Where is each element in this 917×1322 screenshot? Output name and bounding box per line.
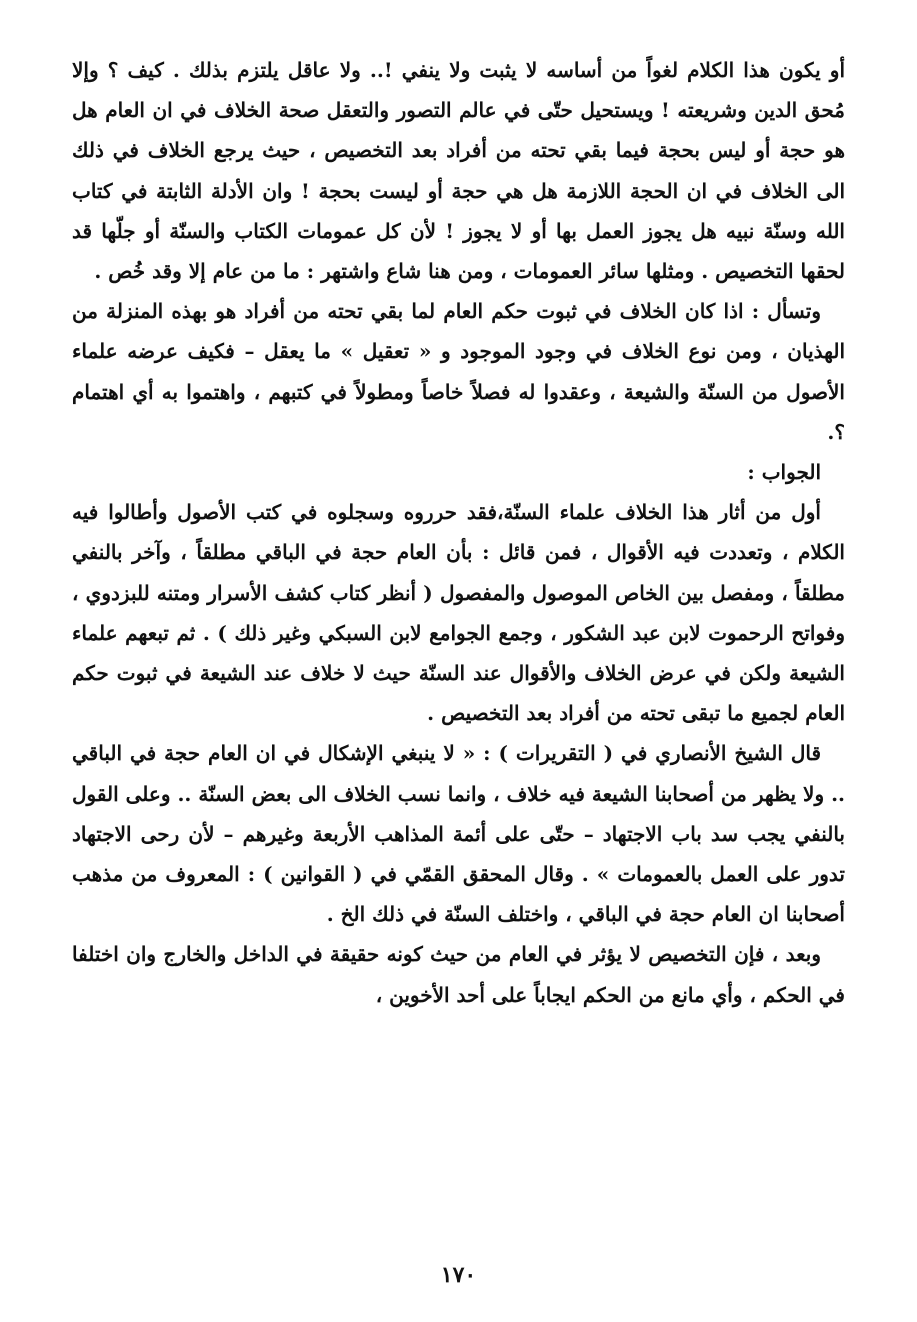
page-number: ١٧٠ bbox=[440, 1262, 477, 1288]
paragraph-question: وتسأل : اذا كان الخلاف في ثبوت حكم العام لما بقي تحته من أفراد هو بهذه المنزلة من الهذيان ، ومن نوع الخلاف في وجود الموجود و « تعقيل » ما يعقل – فكيف عرضه علماء الأصول من السنّة والشيعة ، وعقدوا له فصلاً خاصاً ومطولاً في كتبهم ، واهتموا به أي اهتمام ؟. bbox=[72, 299, 845, 444]
paragraph-conclusion: وبعد ، فإن التخصيص لا يؤثر في العام من حيث كونه حقيقة في الداخل والخارج وان اختلفا في الحكم ، وأي مانع من الحكم ايجاباً على أحد الأخوين ، bbox=[72, 942, 845, 1007]
paragraph-answer: أول من أثار هذا الخلاف علماء السنّة،فقد حرروه وسجلوه في كتب الأصول وأطالوا فيه الكلام ، وتعددت فيه الأقوال ، فمن قائل : بأن العام حجة في الباقي مطلقاً ، وآخر بالنفي مطلقاً ، ومفصل بين الخاص الموصول والمفصول ( أنظر كتاب كشف الأسرار ومتنه للبزدوي ، وفواتح الرحموت لابن عبد الشكور ، وجمع الجوامع لابن السبكي وغير ذلك ) . ثم تبعهم علماء الشيعة ولكن في عرض الخلاف والأقوال عند السنّة حيث لا خلاف عند الشيعة في ثبوت حكم العام لجميع ما تبقى تحته من أفراد بعد التخصيص . bbox=[72, 500, 845, 726]
paragraph-ansari-quote: قال الشيخ الأنصاري في ( التقريرات ) : « لا ينبغي الإشكال في ان العام حجة في الباقي .. ولا يظهر من أصحابنا الشيعة فيه خلاف ، وانما نسب الخلاف الى بعض السنّة .. وعلى القول بالنفي يجب سد باب الاجتهاد – حتّى على أئمة المذاهب الأربعة وغيرهم – لأن رحى الاجتهاد تدور على العمل بالعمومات » . وقال المحقق القمّي في ( القوانين ) : المعروف من مذهب أصحابنا ان العام حجة في الباقي ، واختلف السنّة في ذلك الخ . bbox=[72, 741, 845, 927]
page-body bbox=[72, 50, 845, 1015]
answer-heading: الجواب : bbox=[747, 460, 821, 485]
paragraph-opening-continuation: أو يكون هذا الكلام لغواً من أساسه لا يثبت ولا ينفي !.. ولا عاقل يلتزم بذلك . كيف ؟ وإلا مُحق الدين وشريعته ! ويستحيل حتّى في عالم التصور والتعقل صحة الخلاف في ان العام هل هو حجة أو ليس بحجة فيما بقي تحته من أفراد بعد التخصيص ، حيث يرجع الخلاف في ذلك الى الخلاف في ان الحجة اللازمة هل هي حجة أو ليست بحجة ! وان الأدلة الثابتة في كتاب الله وسنّة نبيه هل يجوز العمل بها أو لا يجوز ! لأن كل عمومات الكتاب والسنّة أو جلّها قد لحقها التخصيص . ومثلها سائر العمومات ، ومن هنا شاع واشتهر : ما من عام إلا وقد خُص . bbox=[72, 58, 846, 284]
